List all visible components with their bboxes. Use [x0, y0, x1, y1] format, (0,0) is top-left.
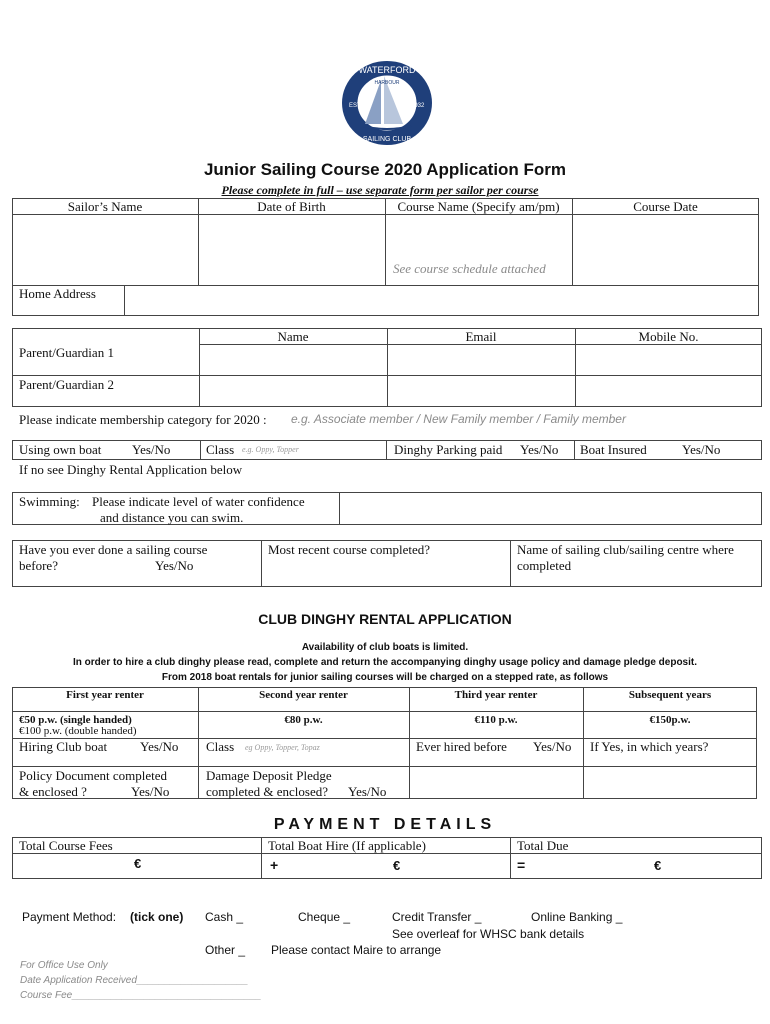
- damage-pledge-line1: Damage Deposit Pledge: [206, 768, 332, 783]
- payment-method-label: Payment Method:: [22, 910, 117, 924]
- guardian-1-mobile-field[interactable]: [576, 345, 761, 374]
- rate-subsequent: €150p.w.: [649, 714, 691, 726]
- guardian-2-name-field[interactable]: [200, 376, 386, 406]
- total-due-label: Total Due: [517, 838, 569, 853]
- rate-second: €80 p.w.: [284, 714, 323, 726]
- rate-first-double: €100 p.w. (double handed): [19, 725, 137, 737]
- own-boat-label: Using own boat: [19, 442, 102, 457]
- rate-first: €50 p.w. (single handed): [19, 714, 132, 726]
- total-due-euro: €: [654, 858, 662, 873]
- membership-label: Please indicate membership category for 2020 :: [19, 412, 267, 427]
- hire-club-boat-label: Hiring Club boat: [19, 739, 108, 754]
- option-other[interactable]: Other _: [205, 943, 246, 957]
- boat-insured-yes-no[interactable]: Yes/No: [682, 442, 721, 457]
- hire-class-hint: eg Oppy, Topper, Topaz: [245, 743, 320, 752]
- ever-hired-label: Ever hired before: [416, 739, 507, 754]
- total-course-fees-label: Total Course Fees: [19, 838, 113, 853]
- logo-mid-text: HARBOUR: [374, 80, 400, 86]
- home-address-field[interactable]: [125, 286, 758, 315]
- guardian-2-mobile-field[interactable]: [576, 376, 761, 406]
- course-history-q1-line2: before?: [19, 558, 58, 573]
- logo-bottom-text: SAILING CLUB: [362, 136, 412, 143]
- course-fee-euro: €: [134, 856, 142, 871]
- boat-hire-euro: €: [393, 858, 401, 873]
- swimming-field[interactable]: [340, 493, 761, 524]
- swimming-label: Swimming:: [19, 494, 80, 509]
- club-name-line1: Name of sailing club/sailing centre where: [517, 542, 734, 557]
- logo-top-text: WATERFORD: [358, 65, 416, 75]
- guardian-2-label: Parent/Guardian 2: [19, 377, 114, 392]
- boat-class-hint: e.g. Oppy, Topper: [242, 445, 299, 454]
- swimming-line-2: and distance you can swim.: [100, 510, 244, 525]
- payment-method-tick: (tick one): [130, 910, 184, 924]
- header-guardian-name: Name: [277, 329, 309, 344]
- sailor-name-field[interactable]: [13, 215, 197, 284]
- form-subtitle: Please complete in full – use separate form per sailor per course: [221, 183, 539, 197]
- home-address-label: Home Address: [19, 286, 96, 301]
- logo-right-text: 1932: [411, 103, 425, 109]
- rental-title: CLUB DINGHY RENTAL APPLICATION: [258, 611, 512, 627]
- dinghy-parking-yes-no[interactable]: Yes/No: [520, 442, 559, 457]
- dinghy-parking-label: Dinghy Parking paid: [394, 442, 503, 457]
- policy-doc-line2: & enclosed ?: [19, 784, 87, 799]
- rate-header-second: Second year renter: [259, 689, 348, 701]
- rental-line-3: From 2018 boat rentals for junior sailing courses will be charged on a stepped rate, as follows: [161, 672, 609, 683]
- bank-details-note: See overleaf for WHSC bank details: [392, 927, 585, 941]
- dinghy-rental-note: If no see Dinghy Rental Application below: [19, 462, 243, 477]
- club-logo: [341, 60, 433, 146]
- contact-note: Please contact Maire to arrange: [271, 943, 442, 957]
- course-schedule-hint: See course schedule attached: [393, 261, 546, 276]
- header-date-of-birth: Date of Birth: [257, 199, 326, 214]
- form-title: Junior Sailing Course 2020 Application Form: [203, 160, 567, 179]
- boat-row: [12, 440, 762, 460]
- rental-line-1: Availability of club boats is limited.: [301, 642, 469, 653]
- rate-third: €110 p.w.: [474, 714, 518, 726]
- course-history-q1-line1: Have you ever done a sailing course: [19, 542, 208, 557]
- course-history-yes-no[interactable]: Yes/No: [155, 558, 194, 573]
- course-date-field[interactable]: [573, 215, 758, 284]
- option-cash[interactable]: Cash _: [205, 910, 244, 924]
- hire-class-label: Class: [206, 739, 235, 754]
- rate-header-subsequent: Subsequent years: [628, 689, 712, 701]
- boat-hire-field[interactable]: [262, 854, 509, 878]
- guardian-1-name-field[interactable]: [200, 345, 386, 374]
- header-sailor-name: Sailor’s Name: [67, 199, 143, 214]
- office-use-title: For Office Use Only: [20, 960, 108, 971]
- course-fee-line: Course Fee__________________________________: [20, 990, 262, 1001]
- logo-left-text: ESTD: [349, 103, 366, 109]
- recent-course-label: Most recent course completed?: [268, 542, 431, 557]
- header-course-name: Course Name (Specify am/pm): [397, 199, 560, 214]
- membership-hint: e.g. Associate member / New Family member / Family member: [291, 412, 626, 426]
- policy-doc-line1: Policy Document completed: [19, 768, 168, 783]
- guardian-1-email-field[interactable]: [388, 345, 574, 374]
- rate-header-third: Third year renter: [454, 689, 538, 701]
- date-of-birth-field[interactable]: [199, 215, 384, 284]
- boat-insured-label: Boat Insured: [580, 442, 647, 457]
- policy-doc-yes-no[interactable]: Yes/No: [131, 784, 170, 799]
- total-due-field[interactable]: [511, 854, 761, 878]
- course-fee-field[interactable]: [13, 854, 260, 878]
- total-boat-hire-label: Total Boat Hire (If applicable): [268, 838, 426, 853]
- own-boat-yes-no[interactable]: Yes/No: [132, 442, 171, 457]
- damage-pledge-line2: completed & enclosed?: [206, 784, 329, 799]
- swimming-line-1: Please indicate level of water confidence: [92, 494, 305, 509]
- option-cheque[interactable]: Cheque _: [298, 910, 351, 924]
- hire-club-boat-yes-no[interactable]: Yes/No: [140, 739, 179, 754]
- club-name-line2: completed: [517, 558, 572, 573]
- boat-class-label: Class: [206, 442, 235, 457]
- header-guardian-mobile: Mobile No.: [638, 329, 699, 344]
- payment-title: PAYMENT DETAILS: [273, 816, 497, 833]
- option-online-banking[interactable]: Online Banking _: [531, 910, 623, 924]
- which-years-label: If Yes, in which years?: [590, 739, 709, 754]
- rate-header-first: First year renter: [66, 689, 144, 701]
- guardian-1-label: Parent/Guardian 1: [19, 345, 114, 360]
- date-received-line: Date Application Received____________________: [20, 975, 249, 986]
- header-guardian-email: Email: [465, 329, 497, 344]
- damage-pledge-yes-no[interactable]: Yes/No: [348, 784, 387, 799]
- option-credit-transfer[interactable]: Credit Transfer _: [392, 910, 482, 924]
- ever-hired-yes-no[interactable]: Yes/No: [533, 739, 572, 754]
- header-course-date: Course Date: [633, 199, 698, 214]
- rental-line-2: In order to hire a club dinghy please read, complete and return the accompanying dinghy usage policy and damage pledge deposit.: [72, 657, 697, 668]
- equals-sign: =: [517, 857, 526, 873]
- guardian-2-email-field[interactable]: [388, 376, 574, 406]
- plus-sign: +: [270, 857, 279, 873]
